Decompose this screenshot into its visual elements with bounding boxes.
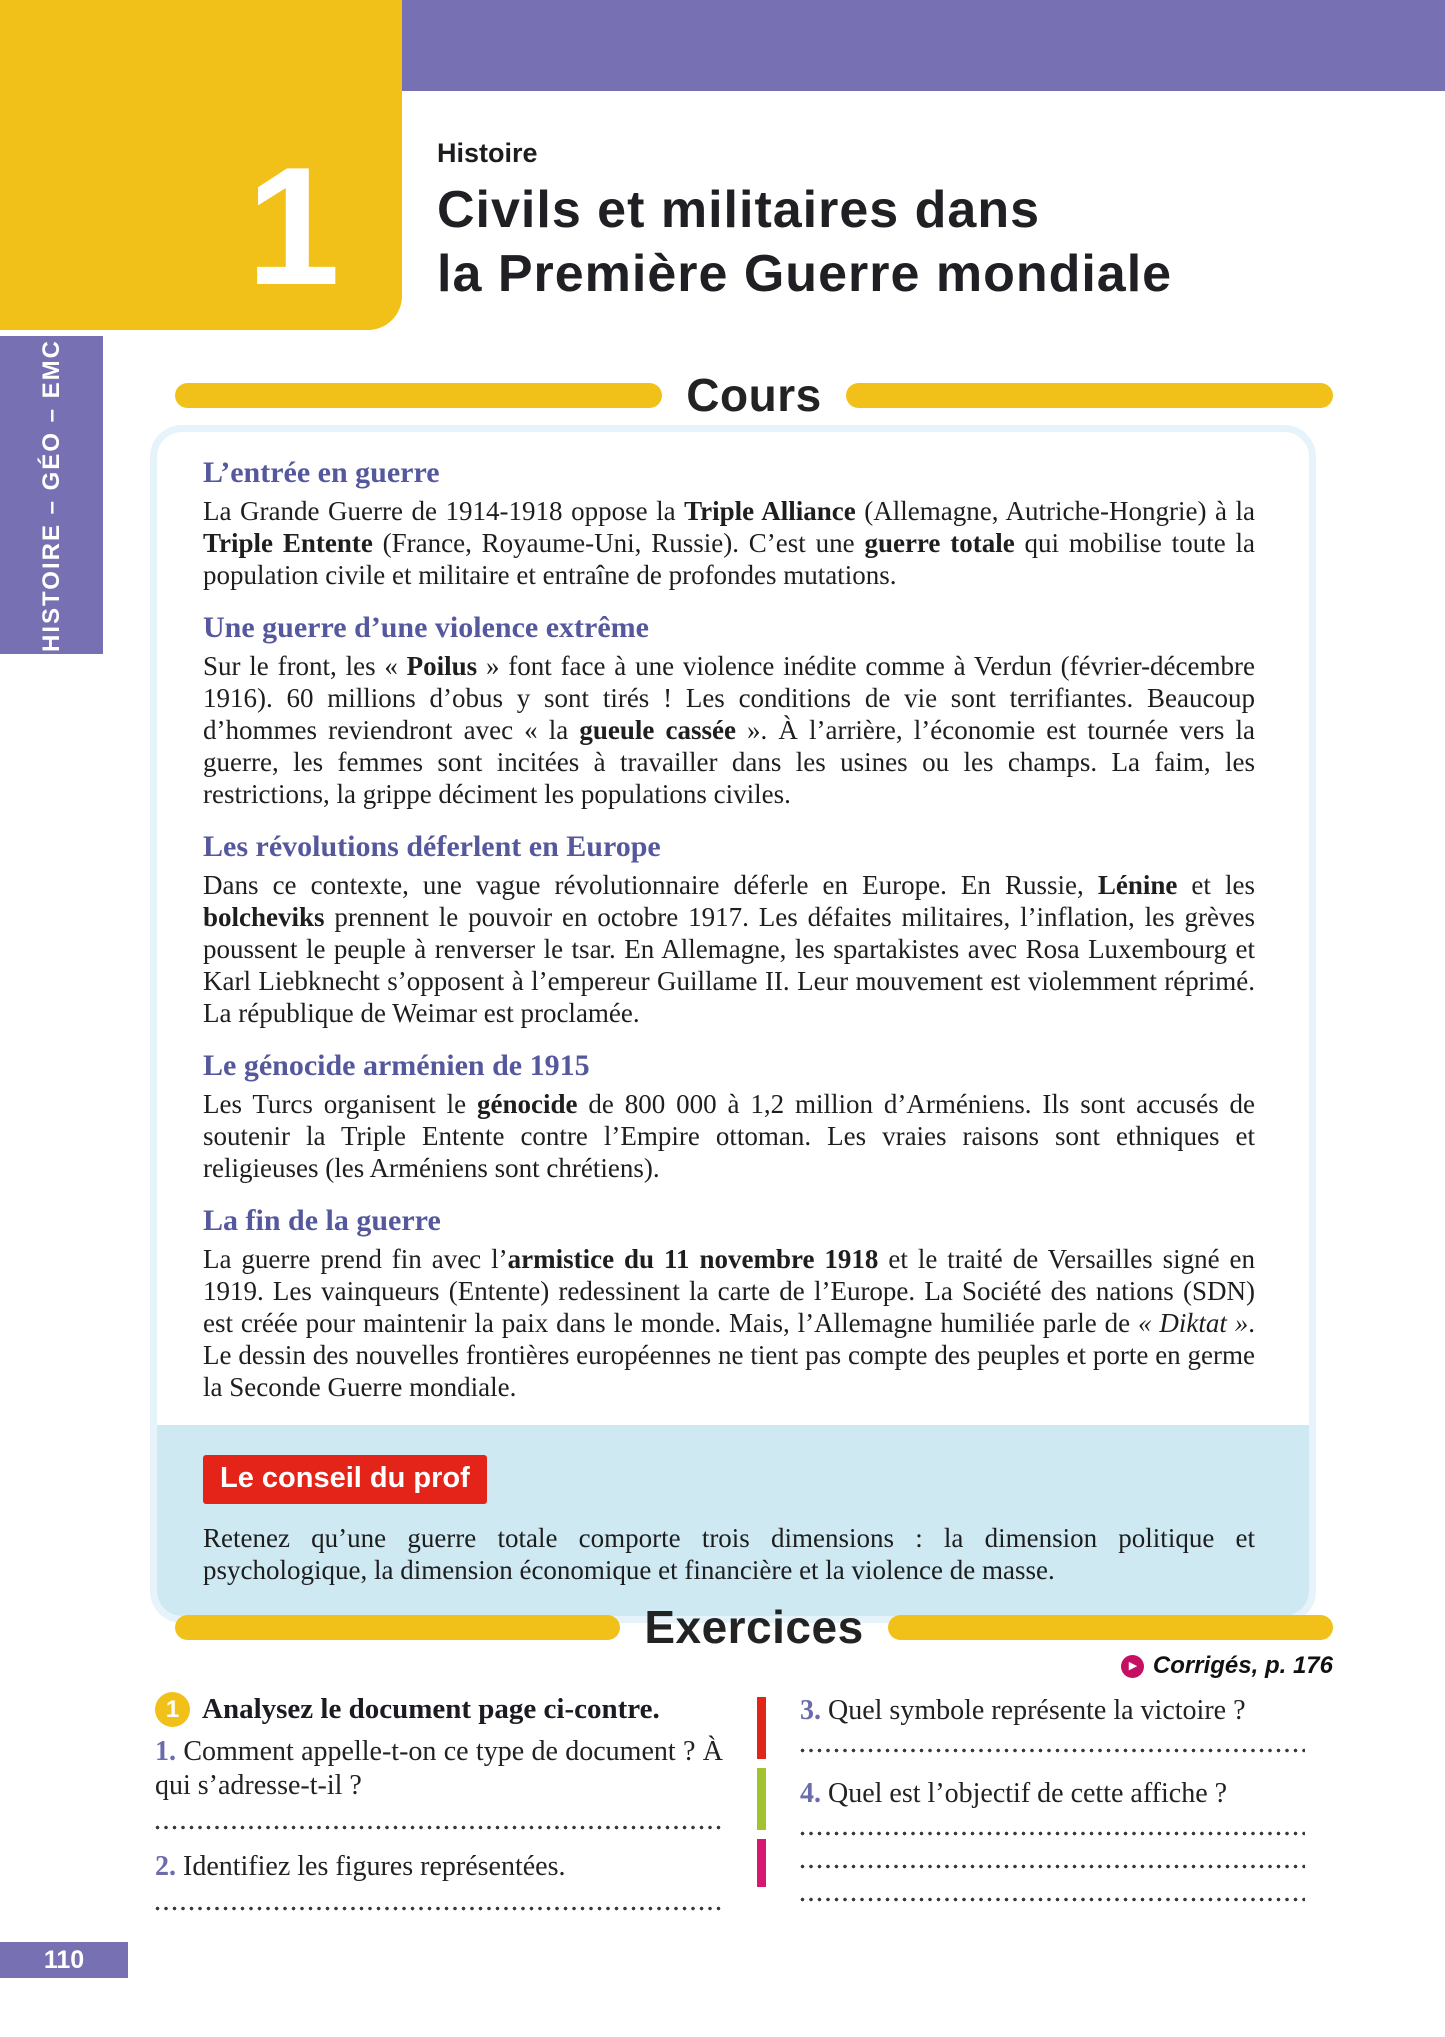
question-number: 4. (800, 1778, 821, 1809)
divider-segment-magenta (757, 1839, 766, 1887)
divider-segment-red (757, 1697, 766, 1759)
conseil-text: Retenez qu’une guerre totale comporte trois dimensions : la dimension politique et psychologique, la dimension économique et financière et la violence de masse. (203, 1523, 1255, 1585)
subject-label: Histoire (437, 138, 538, 168)
corriges-label: Corrigés, p. 176 (1152, 1652, 1333, 1679)
divider-segment-green (757, 1768, 766, 1830)
answer-line (800, 1748, 1305, 1753)
conseil-du-prof-box (157, 1425, 1309, 1616)
course-section-violence-extreme (203, 611, 1255, 810)
exercise-title: Analysez le document page ci-contre. (202, 1693, 660, 1725)
answer-line (800, 1831, 1305, 1836)
section-paragraph: La guerre prend fin avec l’armistice du 11 novembre 1918 et le traité de Versailles signé en 1919. Les vainqueurs (Entente) redessinent la carte de l’Europe. La Société des nations (SDN) est créée pour maintenir la paix dans le monde. Mais, l’Allemagne humiliée parle de « Diktat ». Le dessin des nouvelles frontières européennes ne tient pas compte des peuples et porte en germe la Seconde Guerre mondiale. (203, 1244, 1256, 1402)
page-title-line2: la Première Guerre mondiale (437, 245, 1173, 303)
page-number: 110 (43, 1945, 85, 1974)
section-heading: La fin de la guerre (203, 1204, 441, 1237)
exercices-banner-label: Exercices (644, 1601, 864, 1653)
section-heading: L’entrée en guerre (203, 456, 440, 489)
corriges-reference (1121, 1652, 1333, 1680)
exercise-column-divider (757, 1697, 766, 1896)
banner-bar-left (175, 383, 662, 408)
header-purple-bar (402, 0, 1445, 91)
chapter-number-box (0, 0, 402, 330)
question-2 (155, 1850, 723, 1884)
sidebar-subject-label: HISTOIRE – GÉO – EMC (37, 338, 65, 652)
answer-line (155, 1825, 723, 1830)
banner-bar-right (888, 1615, 1333, 1640)
banner-bar-right (846, 383, 1333, 408)
exercise-column-left (155, 1692, 723, 1911)
question-3 (800, 1694, 1305, 1728)
exercise-number-badge: 1 (155, 1692, 190, 1727)
question-text: Comment appelle-t-on ce type de document ? À qui s’adresse-t-il ? (155, 1736, 723, 1801)
exercices-banner (175, 1600, 1333, 1654)
section-paragraph: Les Turcs organisent le génocide de 800 000 à 1,2 million d’Arméniens. Ils sont accusés de soutenir la Triple Entente contre l’Empire ottoman. Les vraies raisons sont ethniques et religieuses (les Arméniens sont chrétiens). (203, 1089, 1255, 1183)
question-number: 1. (155, 1736, 176, 1767)
chapter-number: 1 (246, 131, 340, 320)
question-4 (800, 1777, 1305, 1811)
page-number-badge (0, 1942, 128, 1978)
sidebar-subject-tab (0, 336, 103, 654)
answer-line (800, 1864, 1305, 1869)
cours-banner-label: Cours (686, 369, 822, 421)
course-section-revolutions (203, 830, 1255, 1029)
section-heading: Une guerre d’une violence extrême (203, 611, 649, 644)
section-paragraph: Sur le front, les « Poilus » font face à une violence inédite comme à Verdun (février-décembre 1916). 60 millions d’obus y sont tirés ! Les conditions de vie sont terrifiantes. Beaucoup d’hommes reviendront avec « la gueule cassée ». À l’arrière, l’économie est tournée vers la guerre, les femmes sont incitées à travailler dans les usines ou les champs. La faim, les restrictions, la grippe déciment les populations civiles. (203, 651, 1255, 809)
course-card-body (157, 432, 1309, 1425)
course-section-genocide-armenien (203, 1049, 1255, 1184)
section-paragraph: Dans ce contexte, une vague révolutionnaire déferle en Europe. En Russie, Lénine et les bolcheviks prennent le pouvoir en octobre 1917. Les défaites militaires, l’inflation, les grèves poussent le peuple à renverser le tsar. En Allemagne, les spartakistes avec Rosa Luxembourg et Karl Liebknecht s’opposent à l’empereur Guillame II. Leur mouvement est violemment réprimé. La république de Weimar est proclamée. (203, 870, 1255, 1028)
question-text: Quel symbole représente la victoire ? (821, 1695, 1246, 1726)
exercise-column-right (800, 1694, 1305, 1902)
question-number: 2. (155, 1851, 176, 1882)
course-card (150, 425, 1316, 1623)
course-section-entree-en-guerre (203, 456, 1255, 591)
question-text: Quel est l’objectif de cette affiche ? (821, 1778, 1228, 1809)
answer-line (155, 1906, 723, 1911)
question-number: 3. (800, 1695, 821, 1726)
page-title (437, 178, 1172, 306)
banner-bar-left (175, 1615, 620, 1640)
question-text: Identifiez les figures représentées. (176, 1851, 566, 1882)
course-section-fin-de-la-guerre (203, 1204, 1255, 1403)
question-1 (155, 1735, 723, 1803)
page-title-line1: Civils et militaires dans (437, 181, 1041, 239)
exercise-1-header (155, 1692, 723, 1727)
play-circle-icon: ▶ (1121, 1655, 1144, 1678)
answer-line (800, 1897, 1305, 1902)
conseil-badge: Le conseil du prof (203, 1455, 487, 1504)
section-paragraph: La Grande Guerre de 1914-1918 oppose la Triple Alliance (Allemagne, Autriche-Hongrie) à la Triple Entente (France, Royaume-Uni, Russie). C’est une guerre totale qui mobilise toute la population civile et militaire et entraîne de profondes mutations. (203, 496, 1255, 590)
cours-banner (175, 368, 1333, 422)
section-heading: Le génocide arménien de 1915 (203, 1049, 590, 1082)
section-heading: Les révolutions déferlent en Europe (203, 830, 661, 863)
